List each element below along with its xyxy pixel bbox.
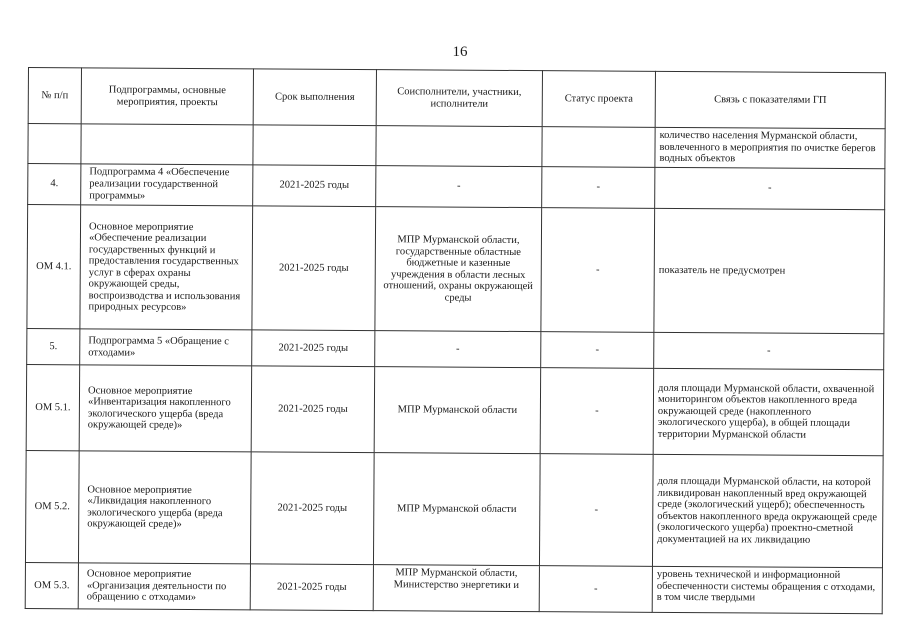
header-num: № п/п: [28, 68, 81, 124]
row-num: 4.: [28, 164, 81, 205]
row-status: -: [539, 566, 652, 613]
row-link: уровень технической и информационной обеспеченности системы обращения с отходами, в том числе твердыми: [652, 566, 882, 613]
header-name: Подпрограммы, основные мероприятия, проекты: [81, 68, 253, 125]
row-name: [81, 124, 253, 165]
row-name: Основное мероприятие «Организация деятельности по обращению с отходами»: [78, 563, 250, 610]
row-num: 5.: [27, 328, 80, 364]
table-header-row: [28, 68, 885, 129]
row-name: Основное мероприятие «Ликвидация накопленного экологического ущерба (вреда окружающей среде)»: [78, 451, 251, 564]
row-num: [28, 124, 81, 164]
row-term: 2021-2025 годы: [252, 206, 376, 331]
row-term: 2021-2025 годы: [252, 330, 375, 367]
row-num: ОМ 5.1.: [26, 364, 80, 450]
table-row: [25, 450, 883, 567]
row-num: ОМ 4.1.: [27, 205, 81, 329]
header-exec: Соисполнители, участники, исполнители: [376, 70, 542, 127]
row-name: Основное мероприятие «Обеспечение реализации государственных функций и предоставления государственных услуг в сферах охраны окружающей среды, воспроизводства и использования природных ресурсов»: [80, 205, 253, 330]
row-exec: -: [375, 331, 541, 368]
row-link: показатель не предусмотрен: [654, 208, 885, 333]
table-row: [28, 164, 885, 210]
row-name: Подпрограмма 4 «Обеспечение реализации государственной программы»: [81, 164, 253, 206]
row-term: 2021-2025 годы: [253, 165, 376, 207]
row-link: -: [654, 332, 884, 369]
table-row: [27, 205, 885, 334]
row-num: ОМ 5.2.: [25, 450, 79, 562]
row-name: Подпрограмма 5 «Обращение с отходами»: [80, 329, 252, 366]
table-row: [28, 124, 885, 169]
row-status: -: [539, 454, 653, 567]
row-exec: [376, 126, 542, 167]
row-exec: МПР Мурманской области, государственные областные бюджетные и казенные учреждения в области лесных отношений, охраны окружающей среды: [375, 207, 542, 332]
header-term: Срок выполнения: [253, 69, 376, 126]
row-term: 2021-2025 годы: [251, 366, 375, 453]
page-number: 16: [452, 44, 468, 60]
row-exec: -: [376, 166, 542, 208]
row-status: -: [541, 208, 655, 333]
row-status: -: [540, 368, 654, 455]
row-status: -: [541, 332, 654, 369]
table-row: [27, 328, 884, 369]
row-term: [253, 125, 376, 166]
row-num: ОМ 5.3.: [25, 562, 78, 608]
table-row: [26, 364, 884, 455]
row-link: -: [655, 167, 885, 209]
row-link: доля площади Мурманской области, на которой ликвидирован накопленный вред окружающей среде (экологический ущерб); обеспеченность объектов накопленного вреда окружающей среде (экологического ущерба) проектно-сметной документацией на их ликвидацию: [652, 454, 883, 567]
row-status: -: [542, 167, 655, 209]
row-term: 2021-2025 годы: [250, 564, 373, 611]
row-link: количество населения Мурманской области, вовлеченного в мероприятия по очистке берегов водных объектов: [655, 127, 885, 168]
row-link: доля площади Мурманской области, охваченной мониторингом объектов накопленного вреда окружающей среде (накопленного экологического ущерба), в общей площади территории Мурманской области: [653, 368, 884, 455]
row-exec: МПР Мурманской области, Министерство энергетики и: [373, 565, 539, 612]
table-row: [25, 562, 882, 613]
header-status: Статус проекта: [542, 71, 655, 128]
header-link: Связь с показателями ГП: [655, 71, 885, 128]
program-table: [25, 67, 886, 614]
row-name: Основное мероприятие «Инвентаризация накопленного экологического ущерба (вреда окружающей среде)»: [79, 365, 252, 452]
row-status: [542, 127, 655, 168]
row-term: 2021-2025 годы: [250, 452, 374, 565]
row-exec: МПР Мурманской области: [374, 367, 541, 454]
row-exec: МПР Мурманской области: [373, 453, 540, 566]
